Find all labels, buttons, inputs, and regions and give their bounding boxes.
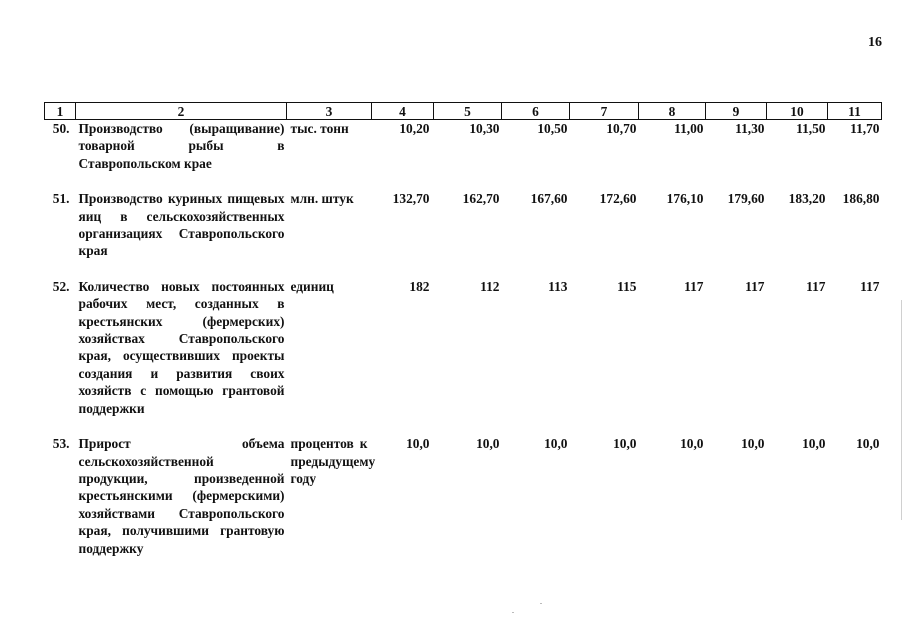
indicator-name: Производство куриных пищевых яиц в сельскохозяйственных организациях Ставропольского края <box>78 191 285 259</box>
indicator-name: Количество новых постоянных рабочих мест, созданных в крестьянских (фермерских) хозяйствах Ставропольского края, осуществивших проекты создания и развития своих хозяйств с помощью грантовой поддержки <box>78 278 285 416</box>
indicator-name: Прирост объема сельскохозяйственной продукции, произведенной крестьянскими (фермерскими) хозяйствами Ставропольского края, получившими грантовую поддержку <box>78 436 285 556</box>
unit-of-measure: процентов к предыдущему году <box>290 436 376 486</box>
unit-of-measure: тыс. тонн <box>290 121 349 136</box>
row-number: 51. <box>52 191 70 207</box>
value-cell: 132,70 <box>392 191 430 207</box>
value-cell: 10,0 <box>544 436 568 452</box>
header-cell: 1 <box>45 103 76 120</box>
table-row <box>45 120 882 191</box>
value-cell: 10,70 <box>606 121 637 136</box>
header-cell: 9 <box>706 103 767 120</box>
scan-speck <box>540 603 542 604</box>
scan-speck <box>512 612 514 613</box>
value-cell: 10,0 <box>856 436 880 452</box>
value-cell: 10,0 <box>680 436 704 452</box>
value-cell: 10,0 <box>802 436 826 452</box>
page-number: 16 <box>868 35 882 50</box>
unit-of-measure: единиц <box>290 278 334 294</box>
header-cell: 2 <box>76 103 287 120</box>
header-cell: 10 <box>767 103 828 120</box>
value-cell: 10,0 <box>741 436 765 452</box>
indicator-name: Производство (выращивание) товарной рыбы в Ставропольском крае <box>78 121 285 171</box>
value-cell: 179,60 <box>727 191 765 207</box>
value-cell: 117 <box>745 278 765 294</box>
header-cell: 5 <box>434 103 502 120</box>
header-cell: 6 <box>502 103 570 120</box>
value-cell: 10,0 <box>613 436 637 452</box>
value-cell: 10,20 <box>399 121 430 136</box>
value-cell: 176,10 <box>666 191 704 207</box>
header-cell: 3 <box>287 103 372 120</box>
value-cell: 11,30 <box>735 121 765 136</box>
header-cell: 8 <box>639 103 706 120</box>
value-cell: 117 <box>806 278 826 294</box>
row-number: 50. <box>52 121 70 136</box>
value-cell: 162,70 <box>462 191 500 207</box>
header-cell: 4 <box>372 103 434 120</box>
header-cell: 11 <box>828 103 882 120</box>
table-header-row <box>45 103 882 120</box>
value-cell: 11,70 <box>850 121 880 136</box>
value-cell: 117 <box>860 278 880 294</box>
row-number: 52. <box>52 278 70 294</box>
value-cell: 11,00 <box>674 121 704 136</box>
table-row <box>45 190 882 278</box>
indicators-table <box>44 102 882 557</box>
value-cell: 117 <box>684 278 704 294</box>
value-cell: 10,0 <box>406 436 430 452</box>
value-cell: 186,80 <box>842 191 880 207</box>
value-cell: 115 <box>617 278 637 294</box>
value-cell: 11,50 <box>796 121 826 136</box>
row-number: 53. <box>52 436 70 452</box>
scan-edge-mark <box>901 300 902 520</box>
value-cell: 113 <box>548 278 568 294</box>
unit-of-measure: млн. штук <box>290 191 354 207</box>
value-cell: 10,0 <box>476 436 500 452</box>
value-cell: 172,60 <box>599 191 637 207</box>
value-cell: 10,30 <box>469 121 500 136</box>
header-cell: 7 <box>570 103 639 120</box>
table-row <box>45 278 882 435</box>
value-cell: 10,50 <box>537 121 568 136</box>
value-cell: 167,60 <box>530 191 568 207</box>
value-cell: 112 <box>480 278 500 294</box>
table-row <box>45 435 882 557</box>
value-cell: 183,20 <box>788 191 826 207</box>
value-cell: 182 <box>409 278 430 294</box>
